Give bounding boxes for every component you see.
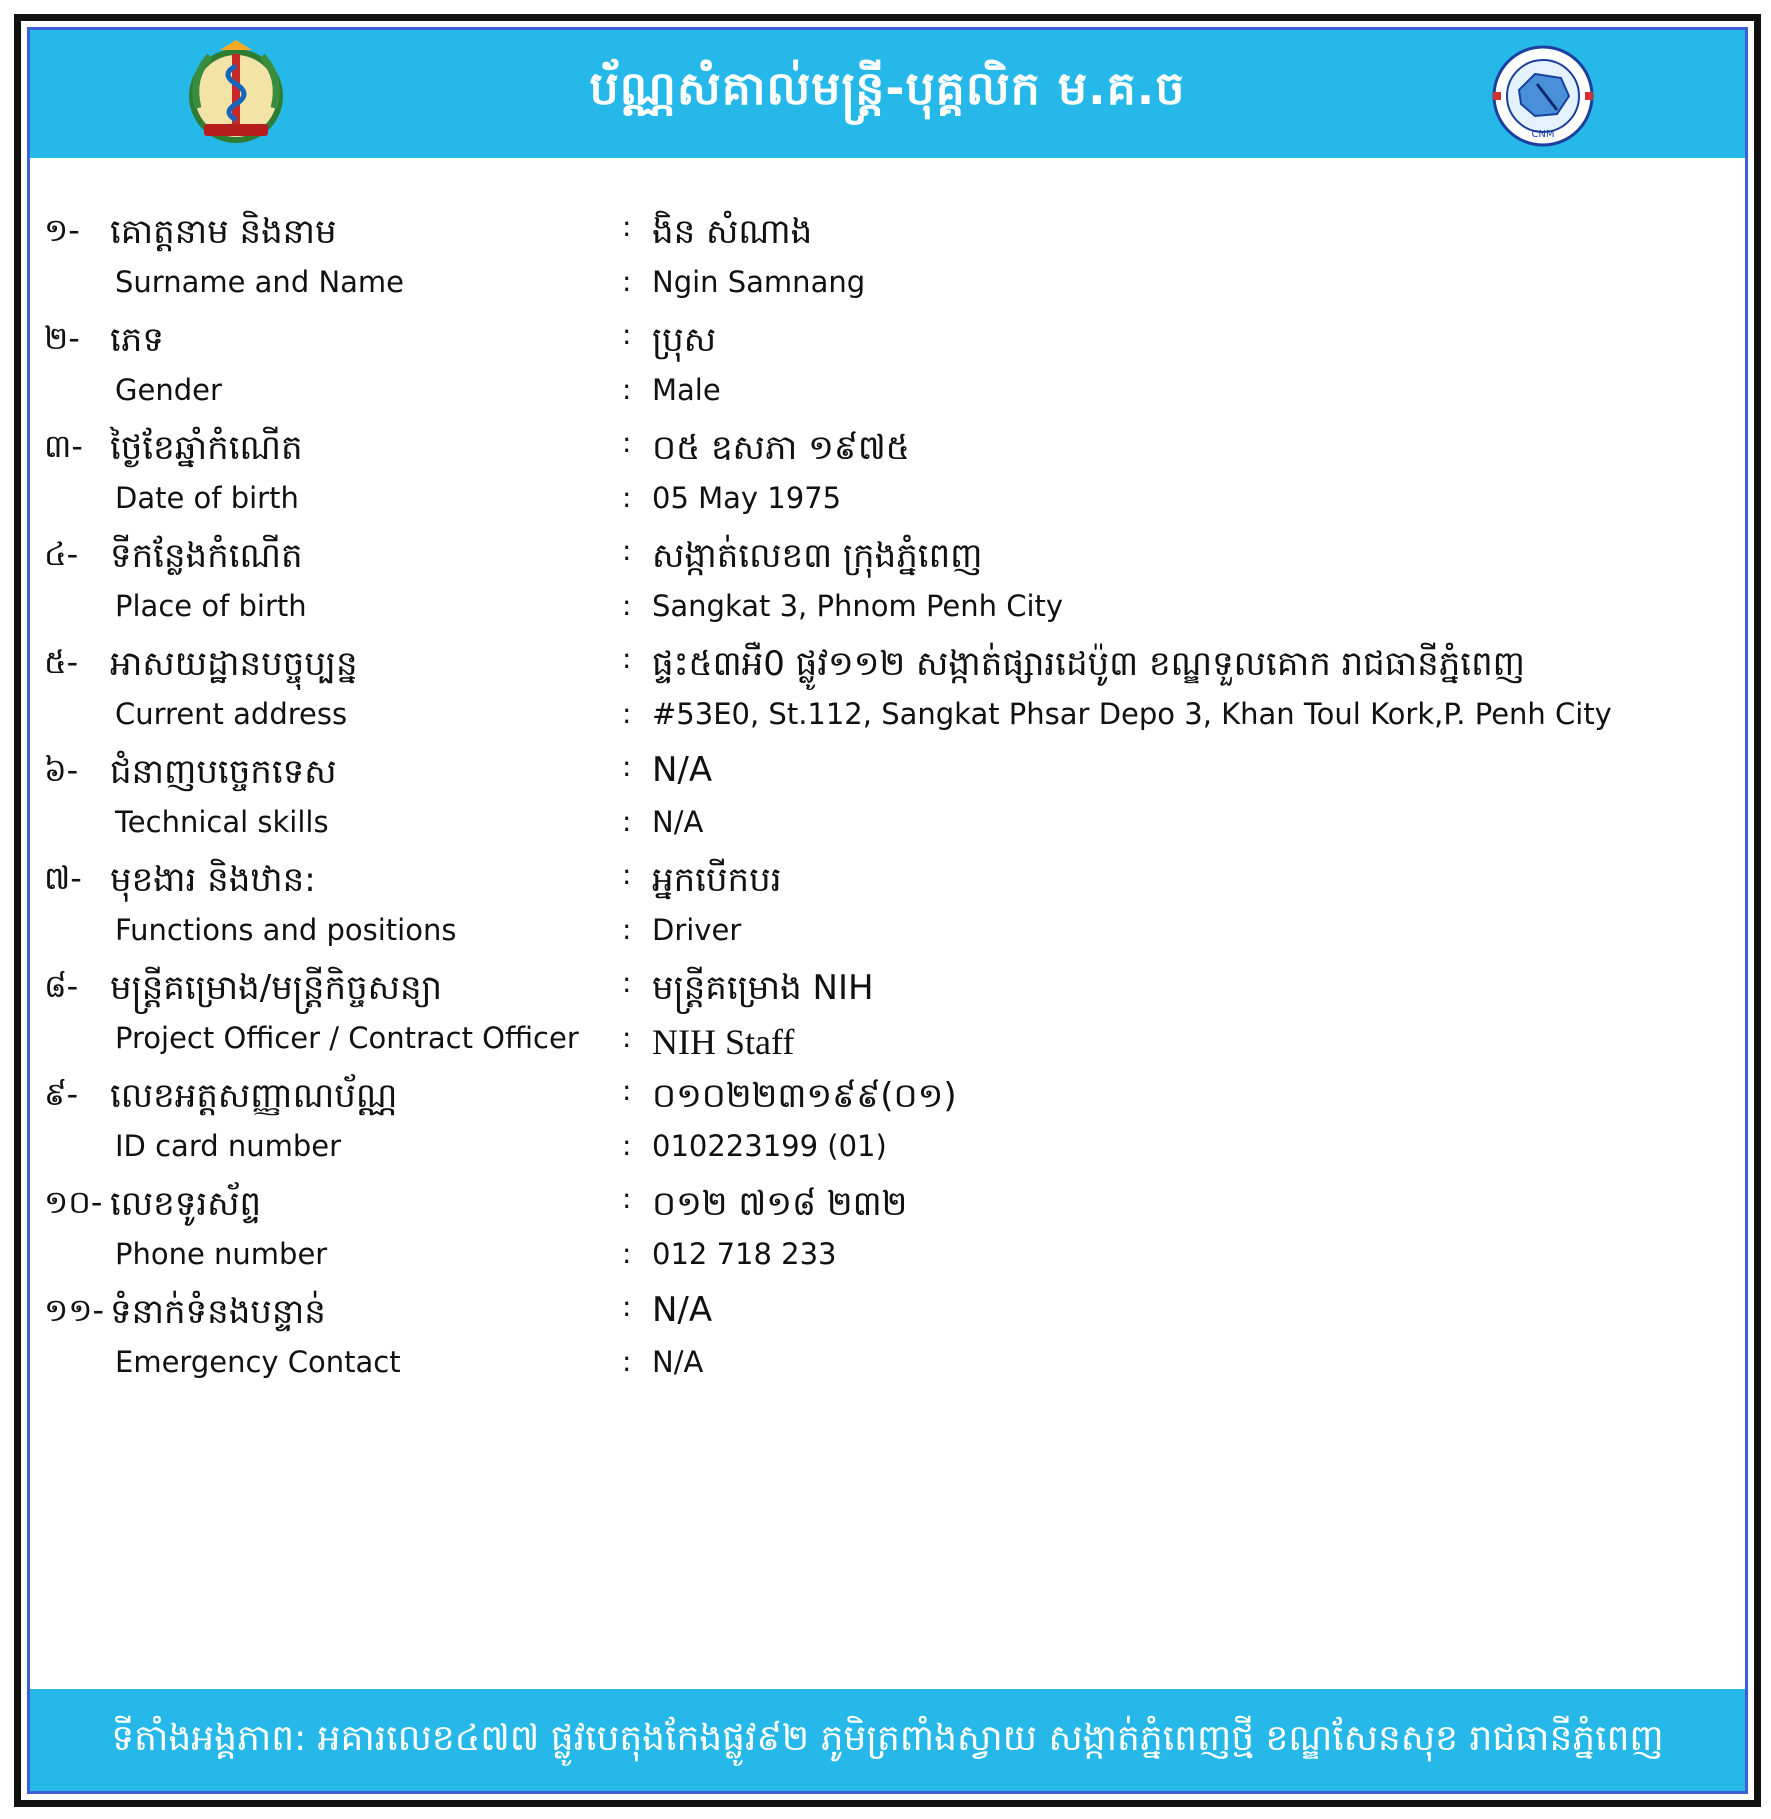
field-value-en: NIH Staff (652, 1022, 795, 1062)
field-value-km: សង្កាត់លេខ៣ ក្រុងភ្នំពេញ (652, 536, 983, 576)
field-colon: : (622, 1345, 632, 1378)
field-label-en: Place of birth (115, 589, 307, 623)
field-row-km (30, 426, 1745, 486)
field-row-km (30, 534, 1745, 594)
field-colon: : (622, 1074, 632, 1107)
header-band (30, 30, 1745, 158)
field-label-km: គោត្តនាម និងនាម (110, 212, 337, 252)
field-value-en: N/A (652, 805, 704, 839)
center-logo-caption: CNM (1531, 129, 1555, 140)
field-label-km: មន្ត្រីគម្រោង/មន្ត្រីកិច្ចសន្យា (110, 968, 443, 1008)
field-row-en (30, 805, 1745, 865)
field-colon: : (622, 210, 632, 243)
field-row-km (30, 318, 1745, 378)
field-number: ៩- (44, 1075, 79, 1113)
field-colon: : (622, 1129, 632, 1162)
field-label-km: ទំនាក់ទំនងបន្ទាន់ (110, 1292, 326, 1332)
field-value-en: 010223199 (01) (652, 1129, 887, 1163)
field-value-km: ០១២ ៧១៨ ២៣២ (652, 1184, 908, 1224)
field-value-en: #53E0, St.112, Sangkat Phsar Depo 3, Khan Toul Kork,P. Penh City (652, 697, 1612, 731)
field-colon: : (622, 805, 632, 838)
field-row-en (30, 373, 1745, 433)
field-label-en: Project Officer / Contract Officer (115, 1021, 579, 1055)
field-label-en: Date of birth (115, 481, 299, 515)
field-label-km: ជំនាញបច្ចេកទេស (110, 752, 337, 792)
field-row-km (30, 642, 1745, 702)
field-label-km: ភេទ (110, 320, 164, 360)
field-row-km (30, 1074, 1745, 1134)
footer-band (30, 1689, 1745, 1791)
field-label-km: មុខងារ និងឋាន: (110, 860, 316, 900)
field-colon: : (622, 697, 632, 730)
field-number: ១១- (44, 1291, 104, 1329)
field-row-km (30, 210, 1745, 270)
field-row-km (30, 1290, 1745, 1350)
field-number: ២- (44, 319, 80, 357)
field-value-km: ០១០២២៣១៩៩(០១) (652, 1076, 957, 1116)
field-label-en: Current address (115, 697, 348, 731)
field-row-en (30, 1021, 1745, 1081)
field-row-km (30, 966, 1745, 1026)
field-colon: : (622, 426, 632, 459)
field-value-km: ០៥ ឧសភា ១៩៧៥ (652, 428, 910, 468)
field-row-en (30, 697, 1745, 757)
field-label-km: ថ្ងៃខែឆ្នាំកំណើត (110, 428, 303, 468)
field-number: ៤- (44, 535, 79, 573)
field-colon: : (622, 1237, 632, 1270)
field-value-en: Male (652, 373, 721, 407)
card-title: ប័ណ្ណសំគាល់មន្រ្តី-បុគ្គលិក ម.គ.ច (589, 61, 1186, 115)
field-colon: : (622, 589, 632, 622)
field-label-km: លេខអត្តសញ្ញាណប័ណ្ណ (110, 1076, 398, 1116)
field-row-en (30, 589, 1745, 649)
field-row-en (30, 481, 1745, 541)
field-value-km: N/A (652, 750, 713, 790)
field-number: ៥- (44, 643, 79, 681)
field-row-km (30, 750, 1745, 810)
field-row-en (30, 1129, 1745, 1189)
field-colon: : (622, 1290, 632, 1323)
card-inner-frame (27, 27, 1748, 1794)
field-label-km: អាសយដ្ឋានបច្ចុប្បន្ន (110, 644, 358, 684)
field-colon: : (622, 1021, 632, 1054)
field-value-km: N/A (652, 1290, 713, 1330)
field-value-km: មន្ត្រីគម្រោង NIH (652, 968, 874, 1008)
field-label-en: Phone number (115, 1237, 328, 1271)
field-number: ១- (44, 211, 80, 249)
field-colon: : (622, 642, 632, 675)
field-row-en (30, 265, 1745, 325)
field-colon: : (622, 966, 632, 999)
field-label-en: Technical skills (115, 805, 329, 839)
field-label-en: Emergency Contact (115, 1345, 401, 1379)
field-number: ៣- (44, 427, 83, 465)
field-value-en: N/A (652, 1345, 704, 1379)
field-label-en: ID card number (115, 1129, 342, 1163)
field-number: ៨- (44, 967, 79, 1005)
field-number: ៦- (44, 751, 79, 789)
field-colon: : (622, 481, 632, 514)
center-logo-icon (1491, 44, 1595, 148)
field-value-km: អ្នកបើកបរ (652, 860, 782, 900)
card-outer-frame (14, 14, 1761, 1807)
field-colon: : (622, 1182, 632, 1215)
field-number: ១០- (44, 1183, 103, 1221)
field-row-en (30, 1237, 1745, 1297)
field-row-km (30, 1182, 1745, 1242)
field-label-km: លេខទូរស័ព្ទ (110, 1184, 262, 1224)
field-value-en: Sangkat 3, Phnom Penh City (652, 589, 1064, 623)
field-colon: : (622, 265, 632, 298)
field-value-km: ប្រុស (652, 320, 717, 360)
field-colon: : (622, 318, 632, 351)
field-value-km: ផ្ទះ៥៣អឺ0 ផ្លូវ១១២ សង្កាត់ផ្សារដេប៉ូ៣ ខណ្ឌទួលគោក រាជធានីភ្នំពេញ (652, 644, 1526, 684)
field-label-en: Functions and positions (115, 913, 457, 947)
field-value-km: ងិន សំណាង (652, 212, 813, 252)
field-colon: : (622, 750, 632, 783)
field-label-km: ទីកន្លែងកំណើត (110, 536, 303, 576)
field-number: ៧- (44, 859, 82, 897)
field-row-km (30, 858, 1745, 918)
field-label-en: Gender (115, 373, 222, 407)
field-value-en: 012 718 233 (652, 1237, 837, 1271)
field-colon: : (622, 534, 632, 567)
field-colon: : (622, 913, 632, 946)
field-value-en: Driver (652, 913, 742, 947)
field-row-en (30, 1345, 1745, 1405)
field-colon: : (622, 858, 632, 891)
field-colon: : (622, 373, 632, 406)
field-row-en (30, 913, 1745, 973)
field-value-en: Ngin Samnang (652, 265, 866, 299)
footer-address: ទីតាំងអង្គភាព: អគារលេខ៤៧៧ ផ្លូវបេតុងកែងផ្លូវ៩២ ភូមិត្រពាំងស្វាយ សង្កាត់ភ្នំពេញថ្មី ខណ្ឌសែនសុខ រាជធានីភ្នំពេញ (111, 1718, 1664, 1759)
field-value-en: 05 May 1975 (652, 481, 842, 515)
field-label-en: Surname and Name (115, 265, 404, 299)
